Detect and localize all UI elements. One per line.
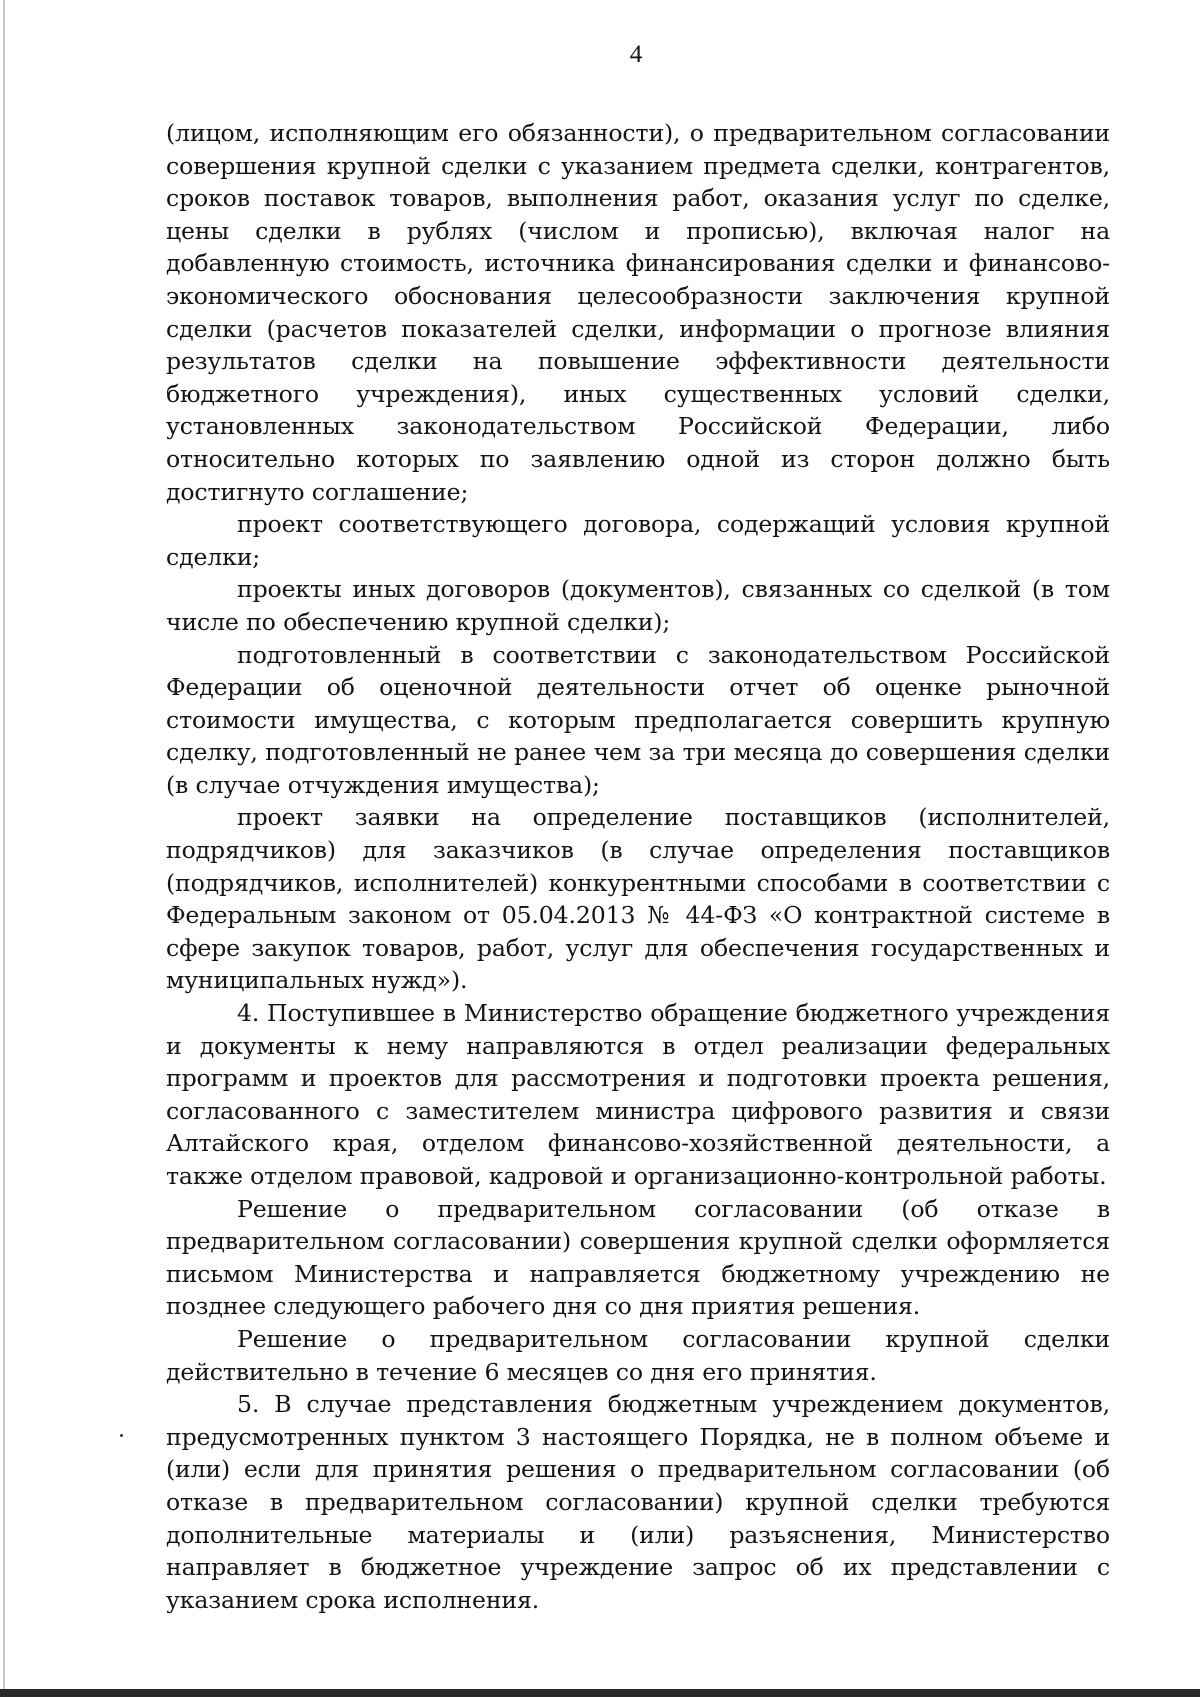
paragraph-other-contracts: проекты иных договоров (документов), связанных со сделкой (в том числе по обеспечению крупной сделки); (166, 575, 1110, 636)
scan-speck (120, 1434, 123, 1437)
scan-edge-bottom (0, 1689, 1200, 1697)
paragraph-valuation-report: подготовленный в соответствии с законодательством Российской Федерации об оценочной деятельности отчет об оценке рыночной стоимости имущества, с которым предполагается совершить крупную сделку, подготовленный не ранее чем за три месяца до совершения сделки (в случае отчуждения имущества); (166, 640, 1110, 799)
page-number: 4 (629, 41, 643, 68)
paragraph-decision-letter: Решение о предварительном согласовании (об отказе в предварительном согласовании) совершения крупной сделки оформляется письмом Министерства и направляется бюджетному учреждению не позднее следующего рабочего дня со дня приятия решения. (166, 1194, 1110, 1321)
paragraph-contract-draft: проект соответствующего договора, содержащий условия крупной сделки; (166, 510, 1110, 571)
paragraph-continuation: (лицом, исполняющим его обязанности), о предварительном согласовании совершения крупной сделки с указанием предмета сделки, контрагентов, сроков поставок товаров, выполнения работ, оказания услуг по сделке, цены сделки в рублях (числом и прописью), включая налог на добавленную стоимость, источника финансирования сделки и финансово-экономического обоснования целесообразности заключения крупной сделки (расчетов показателей сделки, информации о прогнозе влияния результатов сделки на повышение эффективности деятельности бюджетного учреждения), иных существенных условий сделки, установленных законодательством Российской Федерации, либо относительно которых по заявлению одной из сторон должно быть достигнуто соглашение; (166, 119, 1110, 506)
body-text (166, 117, 1110, 1616)
paragraph-decision-validity: Решение о предварительном согласовании крупной сделки действительно в течение 6 месяцев со дня его принятия. (166, 1324, 1110, 1386)
paragraph-item-5: 5. В случае представления бюджетным учреждением документов, предусмотренных пунктом 3 настоящего Порядка, не в полном объеме и (или) если для принятия решения о предварительном согласовании (об отказе в предварительном согласовании) крупной сделки требуются дополнительные материалы и (или) разъяснения, Министерство направляет в бюджетное учреждение запрос об их представлении с указанием срока исполнения. (166, 1390, 1110, 1614)
paragraph-procurement-request: проект заявки на определение поставщиков (исполнителей, подрядчиков) для заказчиков (в случае определения поставщиков (подрядчиков, исполнителей) конкурентными способами в соответствии с Федеральным законом от 05.04.2013 № 44-ФЗ «О контрактной системе в сфере закупок товаров, работ, услуг для обеспечения государственных и муниципальных нужд»). (166, 803, 1110, 995)
scan-edge-left (3, 0, 5, 1697)
paragraph-item-4: 4. Поступившее в Министерство обращение бюджетного учреждения и документы к нему направляются в отдел реализации федеральных программ и проектов для рассмотрения и подготовки проекта решения, согласованного с заместителем министра цифрового развития и связи Алтайского края, отделом финансово-хозяйственной деятельности, а также отделом правовой, кадровой и организационно-контрольной работы. (166, 999, 1110, 1190)
